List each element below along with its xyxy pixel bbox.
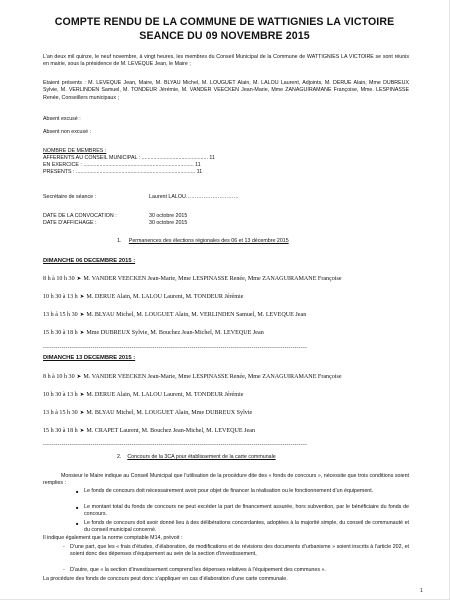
s2-bullet-text: Le fonds de concours doit nécessairement avoir pour objet de financer la réalisation ou le fonctionnement d’un équipement. [84, 488, 374, 494]
section1-title: Permanences des élections régionales des 06 et 13 décembre 2015 [128, 238, 289, 244]
square-bullet-icon: ■ [76, 505, 79, 510]
s2-dash-item [63, 567, 409, 574]
slot-time: 8 h à 10 h 30 [43, 276, 75, 282]
slot-names: M. CRAPET Laurent, M. Bouchez Jean-Michel, M. LEVEQUE Jean [86, 428, 256, 434]
page-number: 1 [420, 588, 423, 594]
arrow-right-icon: ➤ [79, 428, 85, 434]
section2-heading [117, 454, 276, 461]
s2-intro-paragraph: Monsieur le Maire indique au Conseil Municipal que l’utilisation de la procédure dite des « fonds de concours », nécessite que trois conditions soient remplies : [43, 473, 409, 487]
square-bullet-icon: ■ [76, 489, 79, 494]
s2-dash-text: D’une part, que les « frais d’études, d’élaboration, de modifications et de révisions des documents d’urbanisme » soient inscrits à l’article 202, et soient donc des dépenses d’équipement au sein de la section d’investissement, [70, 544, 409, 558]
arrow-right-icon: ➤ [79, 410, 85, 416]
slot-time: 8 h à 10 h 30 [43, 374, 75, 380]
section2-number: 2. [117, 454, 122, 460]
slot-time: 15 h 30 à 18 h [43, 330, 78, 336]
section1-heading [117, 238, 289, 245]
schedule-slot [43, 374, 342, 380]
s2-dash-item [63, 544, 409, 559]
schedule-slot [43, 276, 342, 282]
s2-dash-text: D’autre, que « la section d’investissement comprend les dépenses relatives à l’équipement des communes ». [70, 567, 326, 573]
membres-label: AFFERENTS AU CONSEIL MUNICIPAL : [43, 155, 142, 161]
dash-bullet: - [63, 544, 65, 550]
slot-names: M. DERUE Alain, M. LALOU Laurent, M. TONDEUR Jérémie [86, 392, 244, 398]
secretaire-value: Laurent LALOU………………………… [149, 194, 239, 200]
membres-value: 11 [195, 169, 203, 175]
dimanche-06-title: DIMANCHE 06 DECEMBRE 2015 : [43, 258, 136, 264]
slot-names: M. BLYAU Michel, M. LOUGUET Alain, M. VERLINDEN Samuel, M. LEVEQUE Jean [86, 312, 307, 318]
schedule-slot [43, 428, 255, 434]
arrow-right-icon: ➤ [76, 276, 82, 282]
separator-line: -------------------------------------------------------------------------------------------------------------------------------- [43, 442, 308, 448]
slot-names: M. BLYAU Michel, M. LOUGUET Alain, Mme DUBREUX Sylvie [86, 410, 253, 416]
document-subtitle: SEANCE DU 09 NOVEMBRE 2015 [139, 30, 310, 42]
membres-dots: ........................................................................... [83, 162, 194, 168]
slot-names: M. DERUE Alain, M. LALOU Laurent, M. TONDEUR Jérémie [86, 294, 244, 300]
membres-row [43, 169, 202, 176]
s2-bullet-text: Le montant total du fonds de concours ne peut excéder la part de financement assurée, hors subvention, par le bénéficiaire du fonds de concours. [84, 504, 409, 518]
date-affichage-label: DATE D’AFFICHAGE : [43, 220, 97, 226]
secretaire-label: Secrétaire de séance : [43, 194, 96, 200]
membres-label: PRESENTS : [43, 169, 76, 175]
separator-line: -------------------------------------------------------------------------------------------------------------------------------- [43, 345, 308, 351]
arrow-right-icon: ➤ [79, 312, 85, 318]
s2-indique: Il indique également que la norme comptable M14, prévoit : [43, 535, 183, 541]
date-convocation-label: DATE DE LA CONVOCATION : [43, 213, 117, 219]
slot-time: 10 h 30 à 13 h [43, 294, 78, 300]
s2-conclusion: La procédure des fonds de concours peut donc s’appliquer en cas d’élaboration d’une carte communale. [43, 576, 288, 582]
schedule-slot [43, 294, 243, 300]
date-convocation-value: 30 octobre 2015 [149, 213, 188, 219]
schedule-slot [43, 392, 243, 398]
slot-time: 13 h à 15 h 30 [43, 312, 78, 318]
membres-dots: ............................................. [141, 155, 208, 161]
membres-dots: ................................................................................. [75, 169, 196, 175]
section1-number: 1. [117, 238, 122, 244]
intro-paragraph: L’an deux mil quinze, le neuf novembre, à vingt heures, les membres du Conseil Municipal de la Commune de WATTIGNIES LA VICTOIRE se sont réunis en mairie, sous la présidence de M. LEVEQUE Jean, le Maire ; [43, 54, 409, 68]
presents-paragraph: Etaient présents : M. LEVEQUE Jean, Maire, M. BLYAU Michel, M. LOUGUET Alain, M. LALOU Laurent, Adjoints, M. DERUE Alain, Mme DUBREUX Sylvie, M. VERLINDEN Samuel, M. TONDEUR Jérémie, M. VANDER VEECKEN Jean-Marie, Mme ZANAGUIRAMANE Françoise, Mme. LESPINASSE Renée, Conseillers municipaux ; [43, 80, 409, 101]
dimanche-13-title: DIMANCHE 13 DECEMBRE 2015 : [43, 355, 136, 361]
absent-excuse: Absent excusé : [43, 116, 81, 122]
schedule-slot [43, 410, 252, 416]
schedule-slot [43, 330, 264, 336]
absent-non-excuse: Absent non excusé : [43, 129, 91, 135]
slot-time: 13 h à 15 h 30 [43, 410, 78, 416]
slot-names: M. VANDER VEECKEN Jean-Marie, Mme LESPINASSE Renée, Mme ZANAGUIRAMANE Françoise [83, 276, 342, 282]
slot-names: Mme DUBREUX Sylvie, M. Bouchez Jean-Michel, M. LEVEQUE Jean [86, 330, 264, 336]
schedule-slot [43, 312, 306, 318]
slot-names: M. VANDER VEECKEN Jean-Marie, Mme LESPINASSE Renée, Mme ZANAGUIRAMANE Françoise [83, 374, 342, 380]
arrow-right-icon: ➤ [79, 330, 85, 336]
slot-time: 10 h 30 à 13 h [43, 392, 78, 398]
slot-time: 15 h 30 à 18 h [43, 428, 78, 434]
dash-bullet: - [63, 567, 65, 573]
membres-value: 11 [207, 155, 215, 161]
s2-bullet [76, 488, 409, 495]
arrow-right-icon: ➤ [79, 392, 85, 398]
square-bullet-icon: ■ [76, 521, 79, 526]
date-affichage-value: 30 octobre 2015 [149, 220, 188, 226]
s2-bullet-text: Le fonds de concours doit avoir donné lieu à des délibérations concordantes, adoptées à la majorité simple, du conseil de communauté et du conseil municipal concerné. [84, 520, 409, 534]
arrow-right-icon: ➤ [76, 374, 82, 380]
arrow-right-icon: ➤ [79, 294, 85, 300]
section2-title: Concours de la 3CA pour établissement de la carte communale [127, 454, 276, 460]
membres-label: EN EXERCICE : [43, 162, 84, 168]
document-title: COMPTE RENDU DE LA COMMUNE DE WATTIGNIES LA VICTOIRE [54, 16, 395, 28]
membres-value: 11 [193, 162, 201, 168]
membres-heading: NOMBRE DE MEMBRES : [43, 148, 107, 154]
s2-bullet [76, 520, 409, 535]
s2-bullet [76, 504, 409, 519]
